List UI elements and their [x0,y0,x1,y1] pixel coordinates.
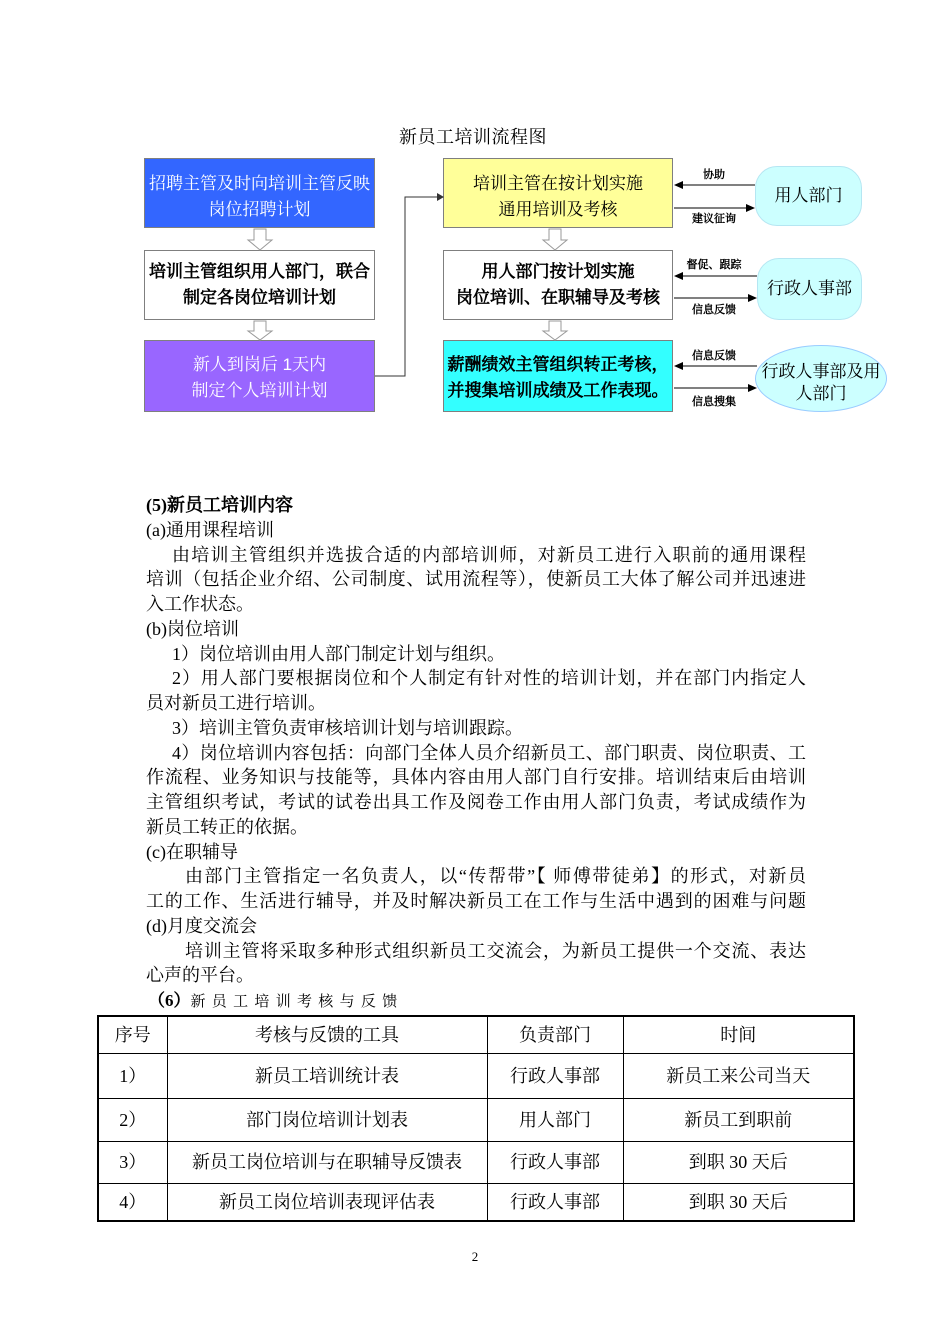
link-label-feedback: 信息反馈 [692,350,736,362]
table-cell: 4） [98,1183,167,1221]
list-item-line: 作流程、业务知识与技能等，具体内容由用人部门自行安排。培训结束后由培训 [146,767,806,788]
subsection-d-title: (d)月度交流会 [146,915,257,936]
flowchart-connectors [0,0,950,450]
paragraph-line: 由部门主管指定一名负责人，以“传帮带”【 师傅带徒弟】的形式，对新员 [185,866,806,887]
header-cell: 序号 [98,1016,167,1053]
table-row [98,1053,854,1098]
training-content-section [146,493,806,1013]
flowchart-title: 新员工培训流程图 [399,127,547,147]
arrowhead-left-icon [674,181,683,189]
table-row [98,1098,854,1141]
link-label-feedback: 信息反馈 [692,304,736,316]
assessment-feedback-table [97,1015,855,1222]
header-cell: 时间 [623,1016,854,1053]
table-cell: 2） [98,1098,167,1141]
table-cell: 3） [98,1141,167,1183]
box-text-line: 制定各岗位培训计划 [183,288,336,307]
table-cell: 1） [98,1053,167,1098]
table-cell: 到职 30 天后 [623,1141,854,1183]
down-arrow-icon [248,321,272,340]
party-text-line: 行政人事部及用 [761,361,881,381]
list-item-line: 3）培训主管负责审核培训计划与培训跟踪。 [172,717,523,738]
header-cell: 考核与反馈的工具 [167,1016,487,1053]
link-label-assist: 协助 [703,169,725,181]
party-text-line: 行政人事部 [767,279,852,298]
link-label-supervise: 督促、跟踪 [686,259,742,271]
list-item-line: 1）岗位培训由用人部门制定计划与组织。 [172,643,505,664]
section-5-heading: (5)新员工培训内容 [146,495,293,515]
box-text-line: 制定个人培训计划 [191,381,328,400]
arrowhead-right-icon [748,294,757,302]
table-cell: 行政人事部 [487,1141,623,1183]
table-cell: 部门岗位培训计划表 [167,1098,487,1141]
list-item-line: 主管组织考试，考试的试卷出具工作及阅卷工作由用人部门负责，考试成绩作为 [146,792,806,812]
arrowhead-left-icon [674,362,683,370]
arrowhead-right-icon [437,193,444,201]
section-6-heading [148,988,806,1013]
table-cell: 新员工到职前 [623,1098,854,1141]
box-text-line: 通用培训及考核 [498,200,618,219]
box-text-line: 招聘主管及时向培训主管反映 [149,174,370,193]
down-arrow-icon [543,229,567,250]
arrowhead-left-icon [674,272,683,280]
table-row [98,1183,854,1221]
box-text-line: 培训主管在按计划实施 [473,174,643,193]
table-cell: 新员工培训统计表 [167,1053,487,1098]
table-cell: 到职 30 天后 [623,1183,854,1221]
link-label-collect: 信息搜集 [692,396,736,408]
box-text-line: 薪酬绩效主管组织转正考核， [447,355,669,374]
paragraph-line: 工的工作、生活进行辅导，并及时解决新员工在工作与生活中遇到的困难与问题 [146,891,806,911]
section-6-title: 新员工培训考核与反馈 [190,994,404,1010]
section-6-number: （6） [148,991,191,1010]
paragraph-line: 由培训主管组织并选拔合适的内部培训师，对新员工进行入职前的通用课程 [172,544,806,565]
list-item-line: 4）岗位培训内容包括：向部门全体人员介绍新员工、部门职责、岗位职责、工 [172,742,806,763]
paragraph-line: 入工作状态。 [146,594,254,614]
list-item-line: 新员工转正的依据。 [146,816,308,837]
table-cell: 行政人事部 [487,1053,623,1098]
list-item-line: 2）用人部门要根据岗位和个人制定有针对性的培训计划，并在部门内指定人 [172,668,806,689]
box-text-line: 培训主管组织用人部门，联合 [149,262,370,281]
table-cell: 新员工岗位培训表现评估表 [167,1183,487,1221]
table-cell: 用人部门 [487,1098,623,1141]
link-label-advice: 建议征询 [692,213,736,225]
party-text-line: 人部门 [795,383,847,403]
subsection-b-title: (b)岗位培训 [146,618,239,639]
arrowhead-right-icon [746,204,755,212]
table-row [98,1141,854,1183]
party-text-line: 用人部门 [774,186,843,205]
down-arrow-icon [543,321,567,340]
paragraph-line: 培训（包括企业介绍、公司制度、试用流程等），使新员工大体了解公司并迅速进 [146,569,806,590]
arrowhead-right-icon [748,384,757,392]
box-text-line: 新人到岗后 1天内 [192,355,327,374]
header-cell: 负责部门 [487,1016,623,1053]
list-item-line: 员对新员工进行培训。 [146,693,326,713]
table-cell: 新员工岗位培训与在职辅导反馈表 [167,1141,487,1183]
box-text-line: 用人部门按计划实施 [481,262,635,281]
box-text-line: 岗位培训、在职辅导及考核 [456,288,660,307]
box-text-line: 并搜集培训成绩及工作表现。 [447,381,669,400]
down-arrow-icon [248,229,272,250]
paragraph-line: 培训主管将采取多种形式组织新员工交流会，为新员工提供一个交流、表达 [185,940,806,961]
subsection-c-title: (c)在职辅导 [146,841,238,862]
paragraph-line: 心声的平台。 [146,965,254,986]
page-number: 2 [471,1249,479,1264]
table-cell: 行政人事部 [487,1183,623,1221]
table-header-row [98,1016,854,1053]
subsection-a-title: (a)通用课程培训 [146,519,274,540]
box-text-line: 岗位招聘计划 [208,200,311,219]
table-cell: 新员工来公司当天 [623,1053,854,1098]
connector-line [375,197,437,376]
